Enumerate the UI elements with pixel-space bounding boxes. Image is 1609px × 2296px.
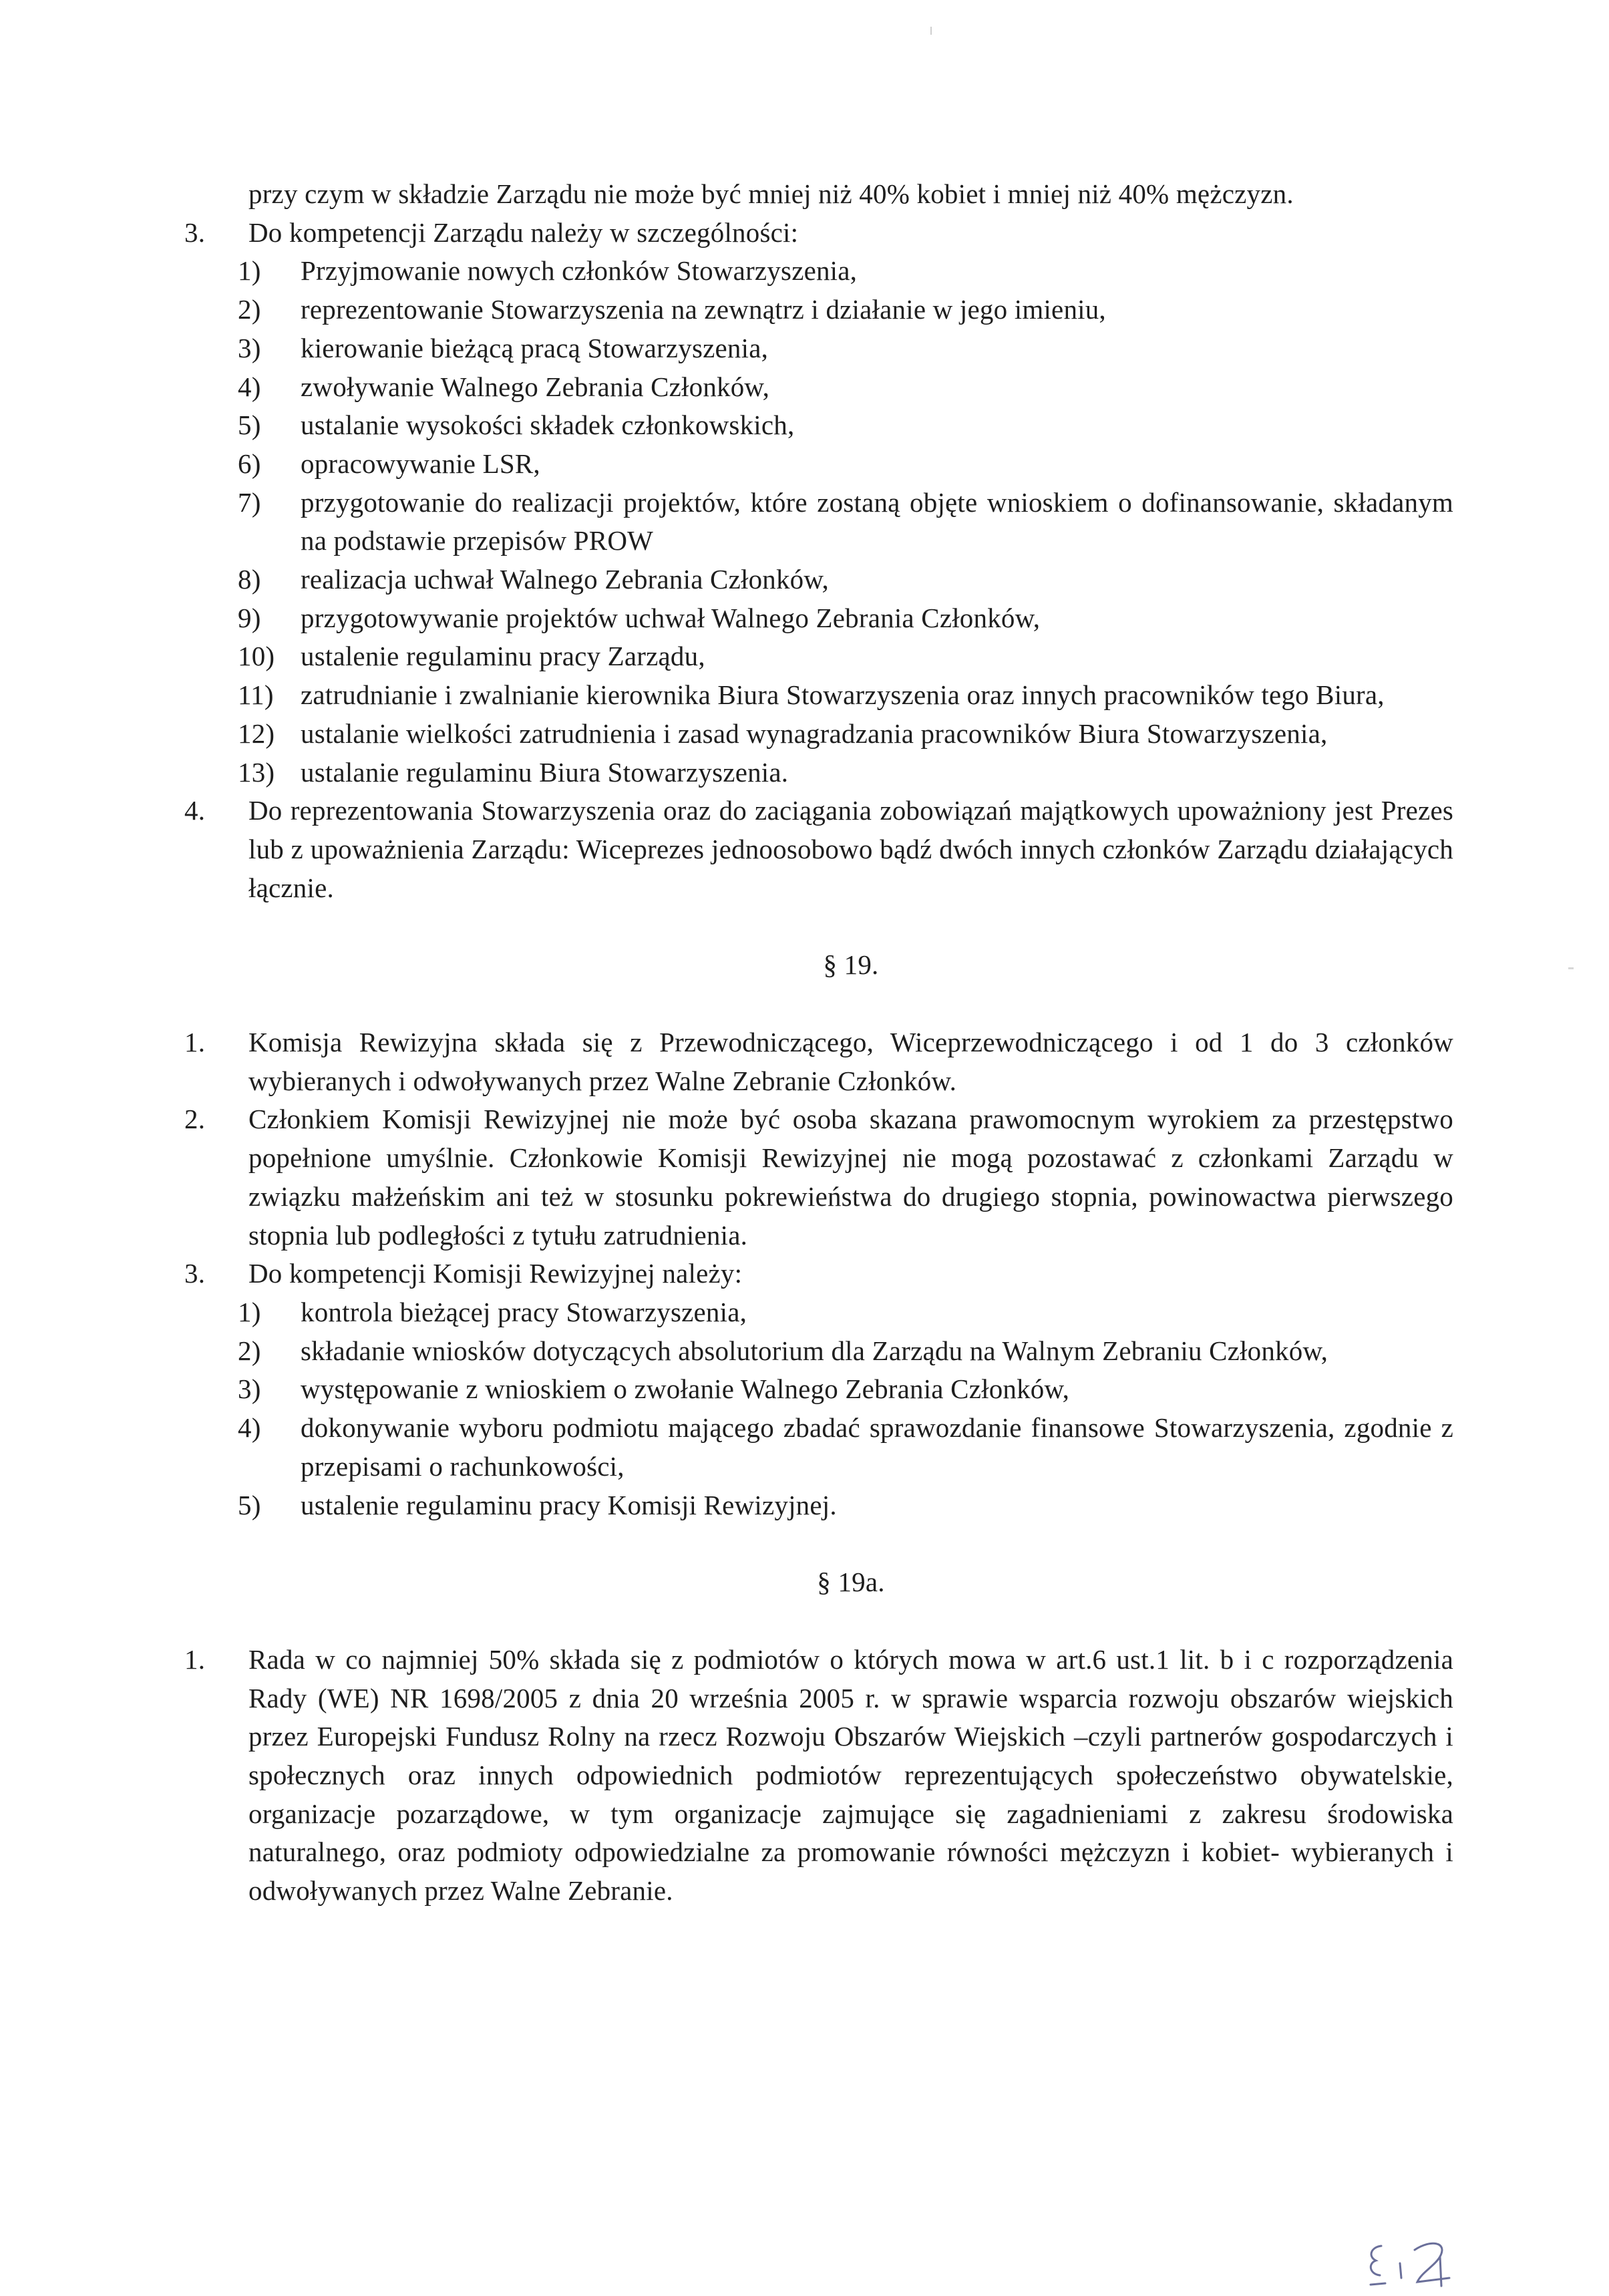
sub-list-item xyxy=(238,1370,1453,1409)
section-heading-19: § 19. xyxy=(823,949,879,981)
sub-list-item xyxy=(238,1409,1453,1486)
sub-item-number: 3) xyxy=(238,1373,261,1405)
signature-mark xyxy=(1361,2237,1460,2290)
sub-list-item xyxy=(238,1293,1453,1332)
sub-item-text: opracowywanie LSR, xyxy=(301,448,540,479)
sub-list-item xyxy=(238,676,1453,715)
list-item xyxy=(184,1100,1453,1255)
sub-item-text: zwoływanie Walnego Zebrania Członków, xyxy=(301,371,770,402)
item-number: 1. xyxy=(184,1027,206,1058)
sub-item-text: realizacja uchwał Walnego Zebrania Członków, xyxy=(301,564,829,595)
sub-list-item xyxy=(238,368,1453,407)
sub-item-number: 5) xyxy=(238,409,261,441)
sub-item-number: 12) xyxy=(238,717,275,749)
sub-item-number: 11) xyxy=(238,679,274,711)
item-number: 4. xyxy=(184,795,206,826)
list-item xyxy=(184,792,1453,907)
document-text xyxy=(184,175,1453,1911)
item-text: Do kompetencji Komisji Rewizyjnej należy: xyxy=(248,1258,743,1289)
sub-item-text: przygotowywanie projektów uchwał Walnego Zebrania Członków, xyxy=(301,602,1041,633)
list-item xyxy=(184,1023,1453,1100)
sub-item-text: ustalanie wielkości zatrudnienia i zasad wynagradzania pracowników Biura Stowarzyszenia, xyxy=(301,717,1328,749)
sub-item-number: 7) xyxy=(238,486,261,518)
sub-item-number: 2) xyxy=(238,1335,261,1366)
sub-item-text: ustalanie regulaminu Biura Stowarzyszenia. xyxy=(301,756,789,788)
sub-item-text: kierowanie bieżącą pracą Stowarzyszenia, xyxy=(301,332,769,363)
sub-item-text: dokonywanie wyboru podmiotu mającego zbadać sprawozdanie finansowe Stowarzyszenia, zgodnie z przepisami o rachunkowości, xyxy=(301,1412,1453,1482)
sub-item-text: reprezentowanie Stowarzyszenia na zewnątrz i działanie w jego imieniu, xyxy=(301,294,1106,325)
sub-item-number: 1) xyxy=(238,255,261,287)
sub-item-number: 3) xyxy=(238,332,261,363)
sub-item-text: występowanie z wnioskiem o zwołanie Walnego Zebrania Członków, xyxy=(301,1373,1070,1405)
sub-item-number: 13) xyxy=(238,756,275,788)
item-number: 3. xyxy=(184,1258,206,1289)
sub-item-text: ustalanie wysokości składek członkowskich, xyxy=(301,409,795,441)
sub-list-item xyxy=(238,329,1453,368)
sub-item-number: 5) xyxy=(238,1489,261,1520)
sub-item-text: przygotowanie do realizacji projektów, które zostaną objęte wnioskiem o dofinansowanie, składanym na podstawie przepisów PROW xyxy=(301,486,1453,556)
sub-list-item xyxy=(238,599,1453,638)
sub-list-item xyxy=(238,252,1453,291)
item-number: 3. xyxy=(184,216,206,248)
sub-item-number: 4) xyxy=(238,371,261,402)
sub-item-number: 6) xyxy=(238,448,261,479)
sub-item-text: Przyjmowanie nowych członków Stowarzyszenia, xyxy=(301,255,858,287)
sub-item-number: 8) xyxy=(238,564,261,595)
list-item xyxy=(184,214,1453,253)
item-text: Do reprezentowania Stowarzyszenia oraz do zaciągania zobowiązań majątkowych upoważniony jest Prezes lub z upoważnienia Zarządu: Wiceprezes jednoosobowo bądź dwóch innych członków Zarządu działających łącznie. xyxy=(248,795,1453,903)
sub-item-text: zatrudnianie i zwalnianie kierownika Biura Stowarzyszenia oraz innych pracowników tego Biura, xyxy=(301,679,1385,711)
sub-list-item xyxy=(238,560,1453,599)
list-item xyxy=(184,1255,1453,1293)
sub-item-text: ustalenie regulaminu pracy Komisji Rewizyjnej. xyxy=(301,1489,837,1520)
sub-list-item xyxy=(238,484,1453,560)
sub-item-number: 9) xyxy=(238,602,261,633)
section-heading-19a: § 19a. xyxy=(817,1567,885,1598)
sub-item-number: 4) xyxy=(238,1412,261,1444)
sub-item-text: kontrola bieżącej pracy Stowarzyszenia, xyxy=(301,1296,747,1327)
item-text: Członkiem Komisji Rewizyjnej nie może być osoba skazana prawomocnym wyrokiem za przestępstwo popełnione umyślnie. Członkowie Komisji Rewizyjnej nie mogą pozostawać z członkami Zarządu w związku małżeńskim ani też w stosunku pokrewieństwa do drugiego stopnia, powinowactwa pierwszego stopnia lub podległości z tytułu zatrudnienia. xyxy=(248,1104,1453,1251)
item-text: Do kompetencji Zarządu należy w szczególności: xyxy=(248,216,799,248)
item-number: 1. xyxy=(184,1643,206,1675)
sub-item-text: składanie wniosków dotyczących absolutorium dla Zarządu na Walnym Zebraniu Członków, xyxy=(301,1335,1328,1366)
list-item xyxy=(184,1641,1453,1911)
sub-item-number: 1) xyxy=(238,1296,261,1327)
sub-list-item xyxy=(238,1486,1453,1525)
sub-item-text: ustalenie regulaminu pracy Zarządu, xyxy=(301,641,705,672)
sub-list-item xyxy=(238,406,1453,445)
paragraph-continuation: przy czym w składzie Zarządu nie może być mniej niż 40% kobiet i mniej niż 40% mężczyzn. xyxy=(248,178,1294,209)
sub-list-item xyxy=(238,637,1453,676)
sub-list-item xyxy=(238,1332,1453,1371)
sub-list-item xyxy=(238,754,1453,792)
item-number: 2. xyxy=(184,1104,206,1135)
sub-item-number: 2) xyxy=(238,294,261,325)
sub-list-item xyxy=(238,445,1453,484)
item-text: Rada w co najmniej 50% składa się z podmiotów o których mowa w art.6 ust.1 lit. b i c rozporządzenia Rady (WE) NR 1698/2005 z dnia 20 września 2005 r. w sprawie wsparcia rozwoju obszarów wiejskich przez Europejski Fundusz Rolny na rzecz Rozwoju Obszarów Wiejskich –czyli partnerów gospodarczych i społecznych oraz innych odpowiednich podmiotów reprezentujących społeczeństwo obywatelskie, organizacje pozarządowe, w tym organizacje zajmujące się zagadnieniami z zakresu środowiska naturalnego, oraz podmioty odpowiedzialne za promowanie równości mężczyzn i kobiet- wybieranych i odwoływanych przez Walne Zebranie. xyxy=(248,1643,1453,1907)
sub-list-item xyxy=(238,715,1453,754)
sub-item-number: 10) xyxy=(238,641,275,672)
sub-list-item xyxy=(238,291,1453,329)
item-text: Komisja Rewizyjna składa się z Przewodniczącego, Wiceprzewodniczącego i od 1 do 3 członków wybieranych i odwoływanych przez Walne Zebranie Członków. xyxy=(248,1027,1453,1096)
